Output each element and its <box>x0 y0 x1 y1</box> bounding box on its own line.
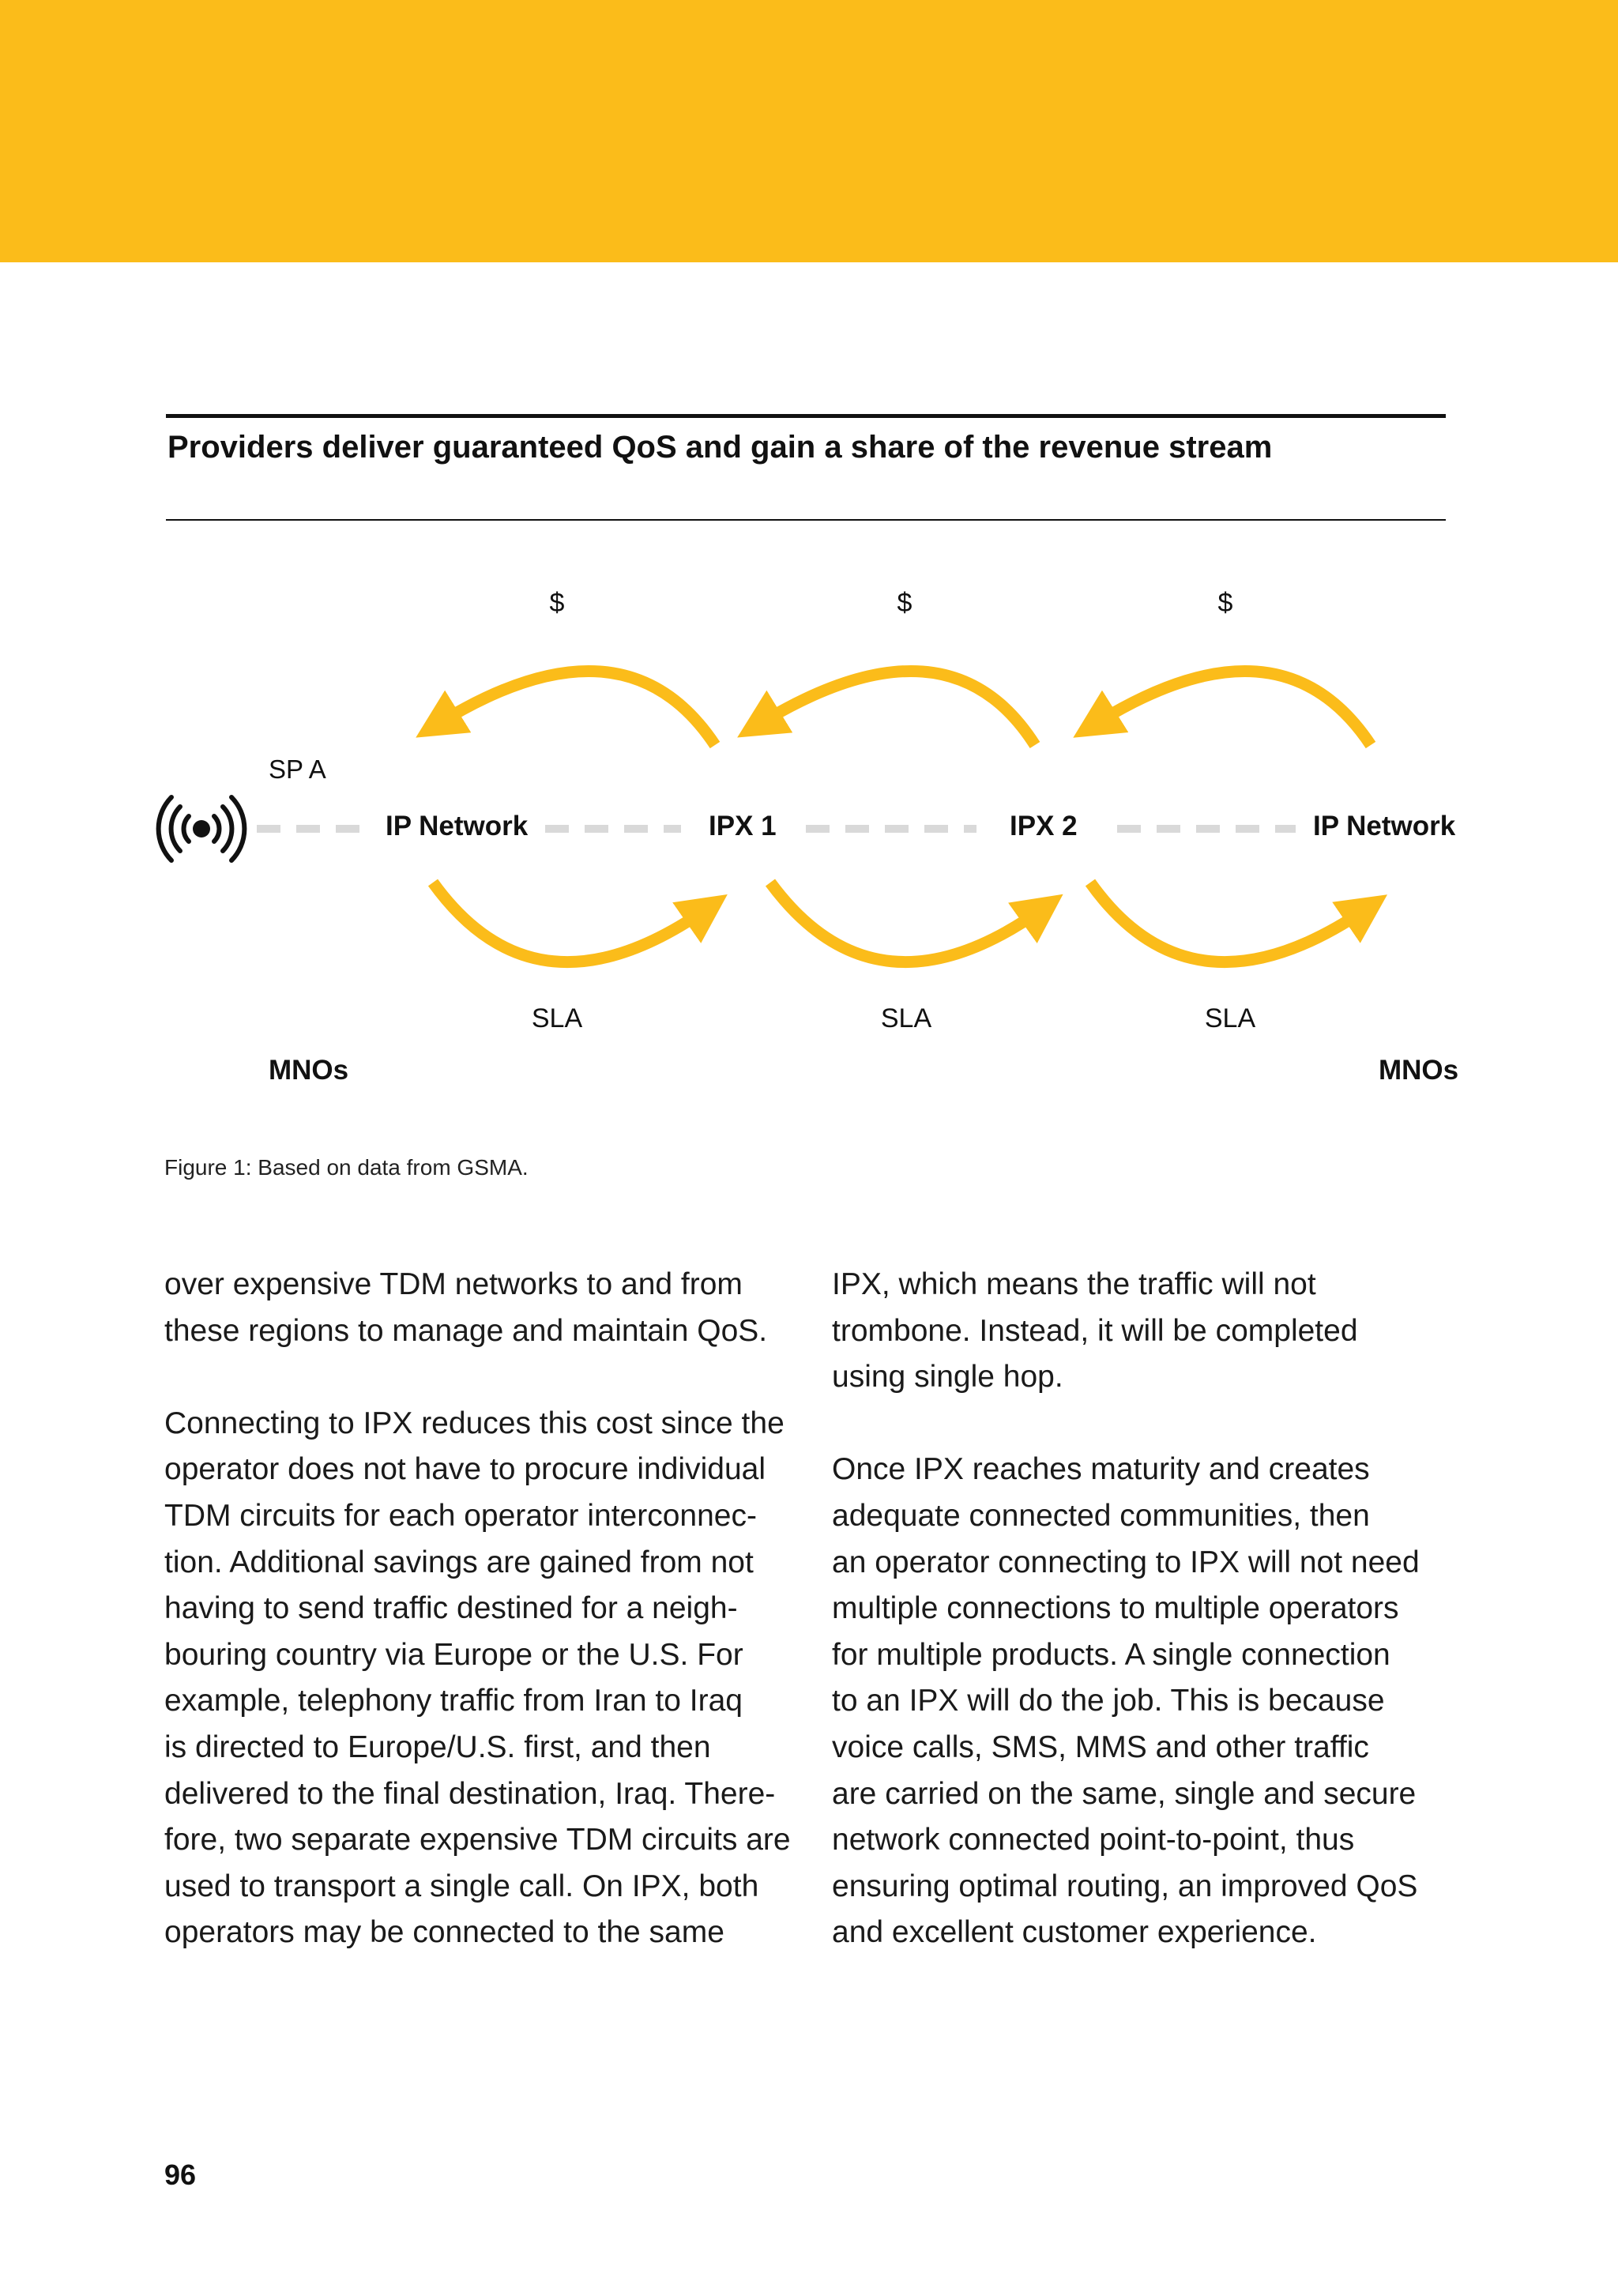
sla-label: SLA <box>531 1003 583 1033</box>
sp-a-label: SP A <box>269 755 326 784</box>
mnos-right-label: MNOs <box>1379 1055 1459 1086</box>
ipx-1-label: IPX 1 <box>709 811 777 841</box>
sla-label: SLA <box>880 1003 932 1033</box>
body-column-left <box>164 1262 796 1956</box>
broadcast-icon <box>159 797 245 860</box>
sla-arrow <box>1090 883 1367 962</box>
dollar-label: $ <box>1217 588 1233 618</box>
body-paragraph: IPX, which means the traffic will not trombone. Instead, it will be completed using single hop. <box>832 1267 1358 1395</box>
ipx-2-label: IPX 2 <box>1010 811 1078 841</box>
figure-title: Providers deliver guaranteed QoS and gain a share of the revenue stream <box>167 430 1273 465</box>
page-number: 96 <box>164 2159 197 2191</box>
ip-network-right-label: IP Network <box>1313 811 1456 841</box>
sla-arrow <box>770 883 1043 962</box>
revenue-arrow <box>1094 671 1371 745</box>
mnos-left-label: MNOs <box>269 1055 349 1086</box>
sla-arrow <box>433 883 707 962</box>
revenue-arrow <box>437 671 715 745</box>
sla-label: SLA <box>1204 1003 1256 1033</box>
revenue-flow-diagram <box>0 0 1618 1146</box>
figure-caption: Figure 1: Based on data from GSMA. <box>164 1155 529 1180</box>
body-paragraph: over expensive TDM networks to and from these regions to manage and maintain QoS. <box>164 1267 768 1348</box>
body-paragraph: Connecting to IPX reduces this cost since the operator does not have to procure individual TDM circuits for each operator interconnec- tion. Additional savings are gained from not having to send traffic destined for a neigh- bouring country via Europe or the U.S. For example, telephony traffic from Iran to Iraq is directed to Europe/U.S. first, and then delivered to the final destination, Iraq. There- fore, two separate expensive TDM circuits are used to transport a single call. On IPX, both operators may be connected to the same <box>164 1406 791 1950</box>
revenue-arrow <box>758 671 1035 745</box>
body-paragraph: Once IPX reaches maturity and creates adequate connected communities, then an operator connecting to IPX will not need multiple connections to multiple operators for multiple products. A single connection to an IPX will do the job. This is because voice calls, SMS, MMS and other traffic are carried on the same, single and secure network connected point-to-point, thus ensuring optimal routing, an improved QoS and excellent customer experience. <box>832 1452 1420 1950</box>
dollar-label: $ <box>549 588 565 618</box>
body-column-right <box>832 1262 1464 1956</box>
ip-network-left-label: IP Network <box>386 811 529 841</box>
dollar-label: $ <box>897 588 912 618</box>
